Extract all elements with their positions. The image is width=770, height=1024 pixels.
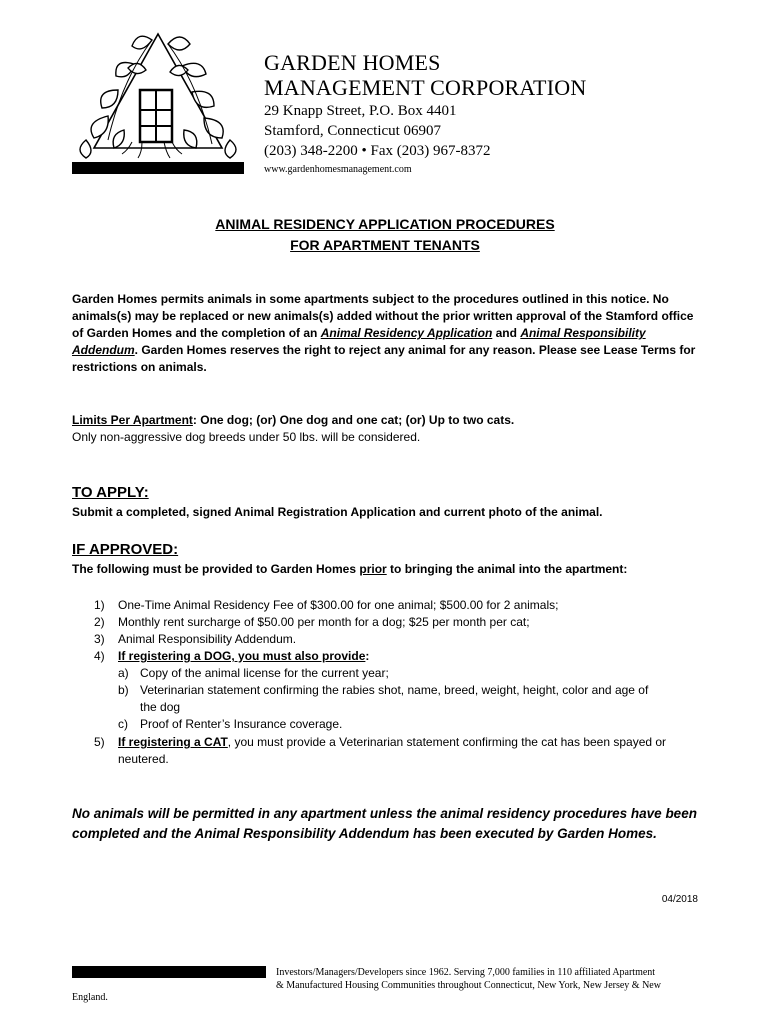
- footer-line1: Investors/Managers/Developers since 1962. Serving 7,000 families in 110 affiliated Apartment: [276, 967, 656, 978]
- list-item: [94, 597, 558, 614]
- sub-list-letter: c): [118, 717, 128, 731]
- footer-text: [276, 966, 706, 992]
- limits-note: Only non-aggressive dog breeds under 50 lbs. will be considered.: [72, 430, 421, 444]
- limits-label: Limits Per Apartment: [72, 413, 193, 427]
- sub-list-item: [118, 716, 342, 733]
- footer-bar: [72, 966, 266, 978]
- sub-list-item: [118, 665, 389, 682]
- list-number: 5): [94, 735, 105, 749]
- phone-fax: (203) 348-2200 • Fax (203) 967-8372: [264, 143, 491, 159]
- list-item: [94, 648, 369, 665]
- list-number: 1): [94, 598, 105, 612]
- company-name-line1: GARDEN HOMES: [264, 50, 441, 75]
- sub-list-letter: a): [118, 666, 129, 680]
- sub-list-text: Proof of Renter’s Insurance coverage.: [140, 717, 343, 731]
- sub-list-item: [118, 682, 648, 699]
- cat-requirements-label: If registering a CAT: [118, 735, 228, 749]
- document-title-line1: ANIMAL RESIDENCY APPLICATION PROCEDURES: [215, 216, 555, 232]
- closing-notice: No animals will be permitted in any apartment unless the animal residency procedures have been completed and the Animal Responsibility Addendum has been executed by Garden Homes.: [72, 806, 697, 841]
- limits-text: : One dog; (or) One dog and one cat; (or) Up to two cats.: [192, 413, 515, 427]
- limits-line: [72, 412, 702, 429]
- list-number: 4): [94, 649, 105, 663]
- list-item: [94, 614, 530, 631]
- address-street: 29 Knapp Street, P.O. Box 4401: [264, 103, 457, 119]
- website: www.gardenhomesmanagement.com: [264, 164, 412, 175]
- if-approved-lead: [72, 561, 702, 578]
- company-name: [264, 50, 586, 100]
- lead-after: to bringing the animal into the apartment:: [386, 562, 628, 576]
- footer-line3: England.: [72, 992, 108, 1003]
- list-continuation: neutered.: [118, 752, 169, 766]
- list-item: [94, 631, 296, 648]
- company-logo: [72, 30, 244, 168]
- letterhead-bar: [72, 162, 244, 174]
- addendum-link: Animal Responsibility Addendum: [72, 326, 646, 357]
- lead-before: The following must be provided to Garden Homes: [72, 562, 360, 576]
- sub-list-text: Copy of the animal license for the current year;: [140, 666, 389, 680]
- to-apply-text: Submit a completed, signed Animal Registration Application and current photo of the animal.: [72, 505, 603, 519]
- if-approved-heading: IF APPROVED:: [72, 541, 179, 558]
- list-text: , you must provide a Veterinarian statement confirming the cat has been spayed or: [227, 735, 667, 749]
- list-item: [94, 734, 666, 751]
- sub-list-continuation: the dog: [140, 700, 181, 714]
- sub-list-letter: b): [118, 683, 129, 697]
- list-text: One-Time Animal Residency Fee of $300.00 for one animal; $500.00 for 2 animals;: [118, 598, 559, 612]
- address-city: Stamford, Connecticut 06907: [264, 123, 442, 139]
- sub-list-text: Veterinarian statement confirming the rabies shot, name, breed, weight, height, color and age of: [140, 683, 649, 697]
- revision-date: 04/2018: [661, 894, 698, 905]
- list-number: 2): [94, 615, 105, 629]
- lead-prior: prior: [359, 562, 387, 576]
- intro-text-1: Garden Homes permits animals in some apartments subject to the procedures outlined in this notice. No animals(s) may be replaced or new animals(s) added without the prior written approval of the Stamford office of Garden Homes and the completion of an: [72, 292, 694, 340]
- application-link: Animal Residency Application: [320, 326, 493, 340]
- intro-and: and: [492, 326, 521, 340]
- intro-paragraph: [72, 291, 702, 376]
- list-text: Animal Responsibility Addendum.: [118, 632, 297, 646]
- intro-text-2: . Garden Homes reserves the right to reject any animal for any reason. Please see Lease Terms for restrictions on animals.: [72, 343, 696, 374]
- list-number: 3): [94, 632, 105, 646]
- company-name-line2: MANAGEMENT CORPORATION: [264, 75, 587, 100]
- to-apply-heading: TO APPLY:: [72, 484, 149, 501]
- dog-requirements-label: If registering a DOG, you must also provide: [118, 649, 366, 663]
- list-text: :: [365, 649, 370, 663]
- list-text: Monthly rent surcharge of $50.00 per month for a dog; $25 per month per cat;: [118, 615, 530, 629]
- footer-line2: & Manufactured Housing Communities throughout Connecticut, New York, New Jersey & New: [276, 980, 661, 991]
- document-title-line2: FOR APARTMENT TENANTS: [290, 237, 480, 253]
